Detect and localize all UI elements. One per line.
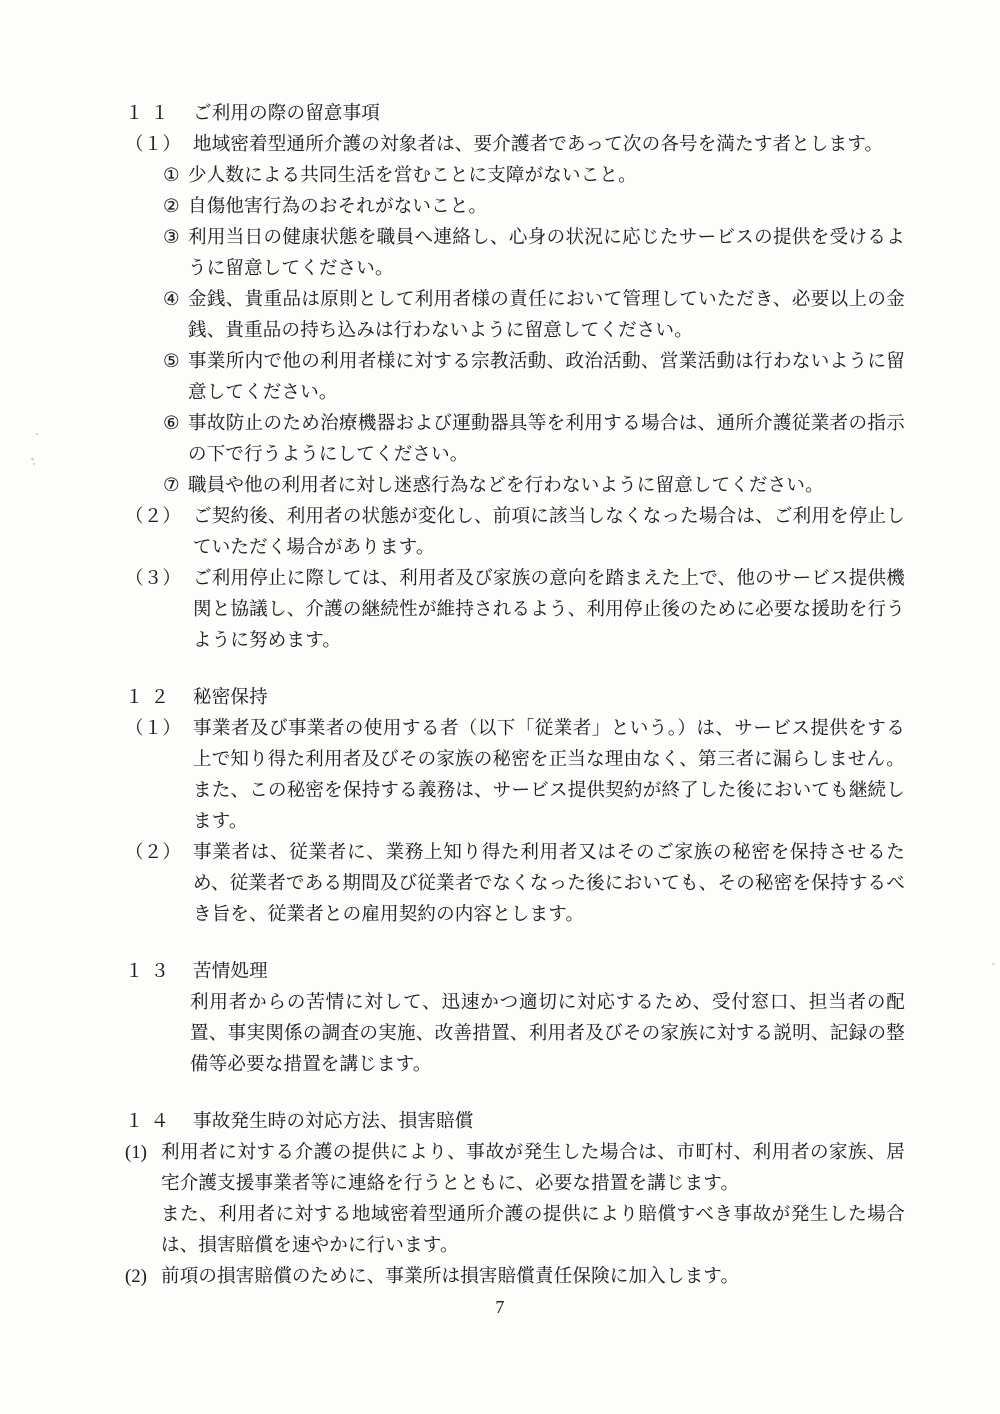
section-11 xyxy=(125,99,905,657)
clause xyxy=(125,347,905,409)
clause xyxy=(125,192,905,223)
section-heading xyxy=(125,957,905,988)
scan-speck xyxy=(992,963,995,965)
clause-label: ⑥ xyxy=(163,414,180,434)
clause-label: （２） xyxy=(125,507,182,527)
section-13 xyxy=(125,957,905,1081)
clause-text: ご契約後、利用者の状態が変化し、前項に該当しなくなった場合は、ご利用を停止していただく場合があります。 xyxy=(193,507,905,558)
clause xyxy=(125,409,905,471)
section-number: １４ xyxy=(125,1112,177,1132)
section-number: １１ xyxy=(125,104,177,124)
page-number: 7 xyxy=(495,1297,505,1317)
section-heading xyxy=(125,99,905,130)
clause xyxy=(125,223,905,285)
scan-speck xyxy=(31,458,34,460)
clause-text: 地域密着型通所介護の対象者は、要介護者であって次の各号を満たす者とします。 xyxy=(193,135,884,155)
clause-text: 事業所内で他の利用者様に対する宗教活動、政治活動、営業活動は行わないように留意してください。 xyxy=(188,352,905,403)
clause-label: ④ xyxy=(163,290,180,310)
clause-label: ② xyxy=(163,197,180,217)
clause-label: （２） xyxy=(125,843,182,863)
clause-label: ③ xyxy=(163,228,180,248)
clause-paragraph: また、利用者に対する地域密着型通所介護の提供により賠償すべき事故が発生した場合は、損害賠償を速やかに行います。 xyxy=(161,1205,905,1256)
clause xyxy=(125,502,905,564)
section-title: ご利用の際の留意事項 xyxy=(193,104,381,124)
clause xyxy=(125,1262,905,1293)
clause xyxy=(125,988,905,1081)
clause-text: ご利用停止に際しては、利用者及び家族の意向を踏まえた上で、他のサービス提供機関と協議し、介護の継続性が維持されるよう、利用停止後のために必要な援助を行うように努めます。 xyxy=(193,569,905,651)
clause-text: 事故防止のため治療機器および運動器具等を利用する場合は、通所介護従業者の指示の下で行うようにしてください。 xyxy=(188,414,905,465)
scan-speck xyxy=(33,463,35,465)
clause-label: ⑤ xyxy=(163,352,180,372)
clause-label: ⑦ xyxy=(163,476,180,496)
clause xyxy=(125,714,905,838)
section-title: 秘密保持 xyxy=(193,688,268,708)
section-heading xyxy=(125,1107,905,1138)
clause-text: 利用者からの苦情に対して、迅速かつ適切に対応するため、受付窓口、担当者の配置、事実関係の調査の実施、改善措置、利用者及びその家族に対する説明、記録の整備等必要な措置を講じます。 xyxy=(190,993,905,1075)
clause-text xyxy=(161,1138,905,1262)
clause xyxy=(125,564,905,657)
clause-label: （３） xyxy=(125,569,182,589)
clause xyxy=(125,471,905,502)
clause-label: (2) xyxy=(125,1267,148,1287)
clause-text: 職員や他の利用者に対し迷惑行為などを行わないように留意してください。 xyxy=(188,476,824,496)
clause-label: ① xyxy=(163,166,180,186)
clause-label: (1) xyxy=(125,1143,148,1163)
clause-text: 金銭、貴重品は原則として利用者様の責任において管理していただき、必要以上の金銭、貴重品の持ち込みは行わないように留意してください。 xyxy=(188,290,905,341)
clause xyxy=(125,1138,905,1262)
section-number: １３ xyxy=(125,962,177,982)
clause-label: （１） xyxy=(125,135,182,155)
clause xyxy=(125,285,905,347)
clause-label: （１） xyxy=(125,719,182,739)
section-title: 苦情処理 xyxy=(193,962,268,982)
clause-text: 事業者及び事業者の使用する者（以下「従業者」という。）は、サービス提供をする上で知り得た利用者及びその家族の秘密を正当な理由なく、第三者に漏らしません。また、この秘密を保持する義務は、サービス提供契約が終了した後においても継続します。 xyxy=(193,719,905,832)
section-title: 事故発生時の対応方法、損害賠償 xyxy=(193,1112,474,1132)
section-14 xyxy=(125,1107,905,1293)
clause-text: 前項の損害賠償のために、事業所は損害賠償責任保険に加入します。 xyxy=(161,1267,740,1287)
clause-text: 事業者は、従業者に、業務上知り得た利用者又はそのご家族の秘密を保持させるため、従業者である期間及び従業者でなくなった後においても、その秘密を保持するべき旨を、従業者との雇用契約の内容とします。 xyxy=(193,843,905,925)
section-12 xyxy=(125,683,905,931)
clause-text: 自傷他害行為のおそれがないこと。 xyxy=(188,197,488,217)
section-number: １２ xyxy=(125,688,177,708)
clause-text: 少人数による共同生活を営むことに支障がないこと。 xyxy=(188,166,637,186)
clause-paragraph: 利用者に対する介護の提供により、事故が発生した場合は、市町村、利用者の家族、居宅介護支援事業者等に連絡を行うとともに、必要な措置を講じます。 xyxy=(161,1143,905,1194)
scan-speck xyxy=(36,433,38,435)
clause xyxy=(125,161,905,192)
clause xyxy=(125,130,905,161)
section-heading xyxy=(125,683,905,714)
clause-text: 利用当日の健康状態を職員へ連絡し、心身の状況に応じたサービスの提供を受けるように留意してください。 xyxy=(188,228,905,279)
clause xyxy=(125,838,905,931)
